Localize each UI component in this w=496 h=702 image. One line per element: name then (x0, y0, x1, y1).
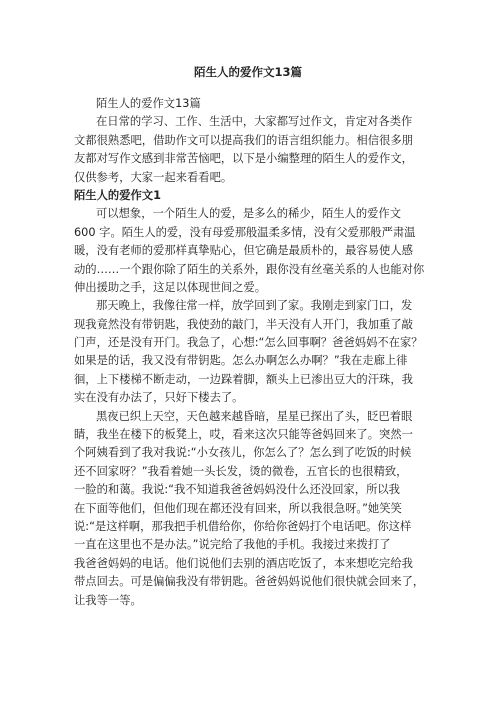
paragraph-line: 现我竟然没有带钥匙，我使劲的敲门，半天没有人开门，我加重了敲 (74, 317, 413, 331)
paragraph-line: 睛，我坐在楼下的板凳上，哎，看来这次只能等爸妈回来了。突然一 (74, 428, 413, 442)
paragraph-line: 可以想象，一个陌生人的爱，是多么的稀少，陌生人的爱作文 (96, 207, 402, 221)
paragraph-line: 门声，还是没有开门。我急了，心想:“怎么回事啊？爸爸妈妈不在家？ (74, 336, 423, 350)
paragraph-line: 伸出援助之手，这足以体现世间之爱。 (74, 280, 267, 294)
paragraph-line: 在下面等他们，但他们现在都还没有回来，所以我很急呀。”她笑笑 (74, 501, 402, 515)
section-heading: 陌生人的爱作文1 (74, 188, 161, 202)
paragraph-line: 那天晚上，我像往常一样，放学回到了家。我刚走到家门口，发 (96, 299, 413, 313)
intro-line: 在日常的学习、工作、生活中，大家都写过作文，肯定对各类作 (96, 115, 413, 129)
paragraph-line: 个阿姨看到了我对我说:“小女孩儿，你怎么了？怎么到了吃饭的时候 (74, 446, 412, 460)
paragraph-line: 一直在这里也不是办法。”说完给了我他的手机。我接过来拨打了 (74, 538, 391, 552)
paragraph-line: 如果是的话，我又没有带钥匙。怎么办啊怎么办啊？”我在走廊上徘 (74, 354, 408, 368)
intro-line: 仅供参考，大家一起来看看吧。 (74, 170, 233, 184)
paragraph-line: 让我等一等。 (74, 593, 142, 607)
paragraph-line: 实在没有办法了，只好下楼去了。 (74, 391, 244, 405)
paragraph-line: 600 字。陌生人的爱，没有母爱那般温柔多情，没有父爱那般严肃温 (74, 225, 416, 239)
paragraph-line: 黑夜已织上天空，天色越来越昏暗，星星已探出了头，眨巴着眼 (96, 409, 413, 423)
subtitle-line: 陌生人的爱作文13篇 (96, 97, 201, 110)
paragraph-line: 暖，没有老师的爱那样真挚贴心，但它确是最质朴的，最容易使人感 (74, 244, 413, 258)
intro-line: 文都很熟悉吧，借助作文可以提高我们的语言组织能力。相信很多朋 (74, 133, 413, 147)
intro-line: 友都对写作文感到非常苦恼吧，以下是小编整理的陌生人的爱作文， (74, 152, 413, 166)
paragraph-line: 说:“是这样啊，那我把手机借给你，你给你爸妈打个电话吧。你这样 (74, 519, 412, 533)
document-body (74, 95, 426, 610)
paragraph-line: 徊，上下楼梯不断走动，一边跺着脚，额头上已渗出豆大的汗珠，我 (74, 372, 413, 386)
paragraph-line: 带点回去。可是偏偏我没有带钥匙。爸爸妈妈说他们很快就会回来了， (74, 575, 425, 589)
document-title: 陌生人的爱作文13篇 (193, 65, 302, 79)
paragraph-line: 动的……一个跟你除了陌生的关系外，跟你没有丝毫关系的人也能对你 (74, 262, 425, 276)
paragraph-line: 一脸的和蔼。我说:“我不知道我爸爸妈妈没什么还没回家，所以我 (74, 483, 400, 497)
paragraph-line: 还不回家呀？”我看着她一头长发，烫的微卷，五官长的也很精致， (74, 464, 408, 478)
paragraph-line: 我爸爸妈妈的电话。他们说他们去别的酒店吃饭了，本来想吃完给我 (74, 556, 413, 570)
